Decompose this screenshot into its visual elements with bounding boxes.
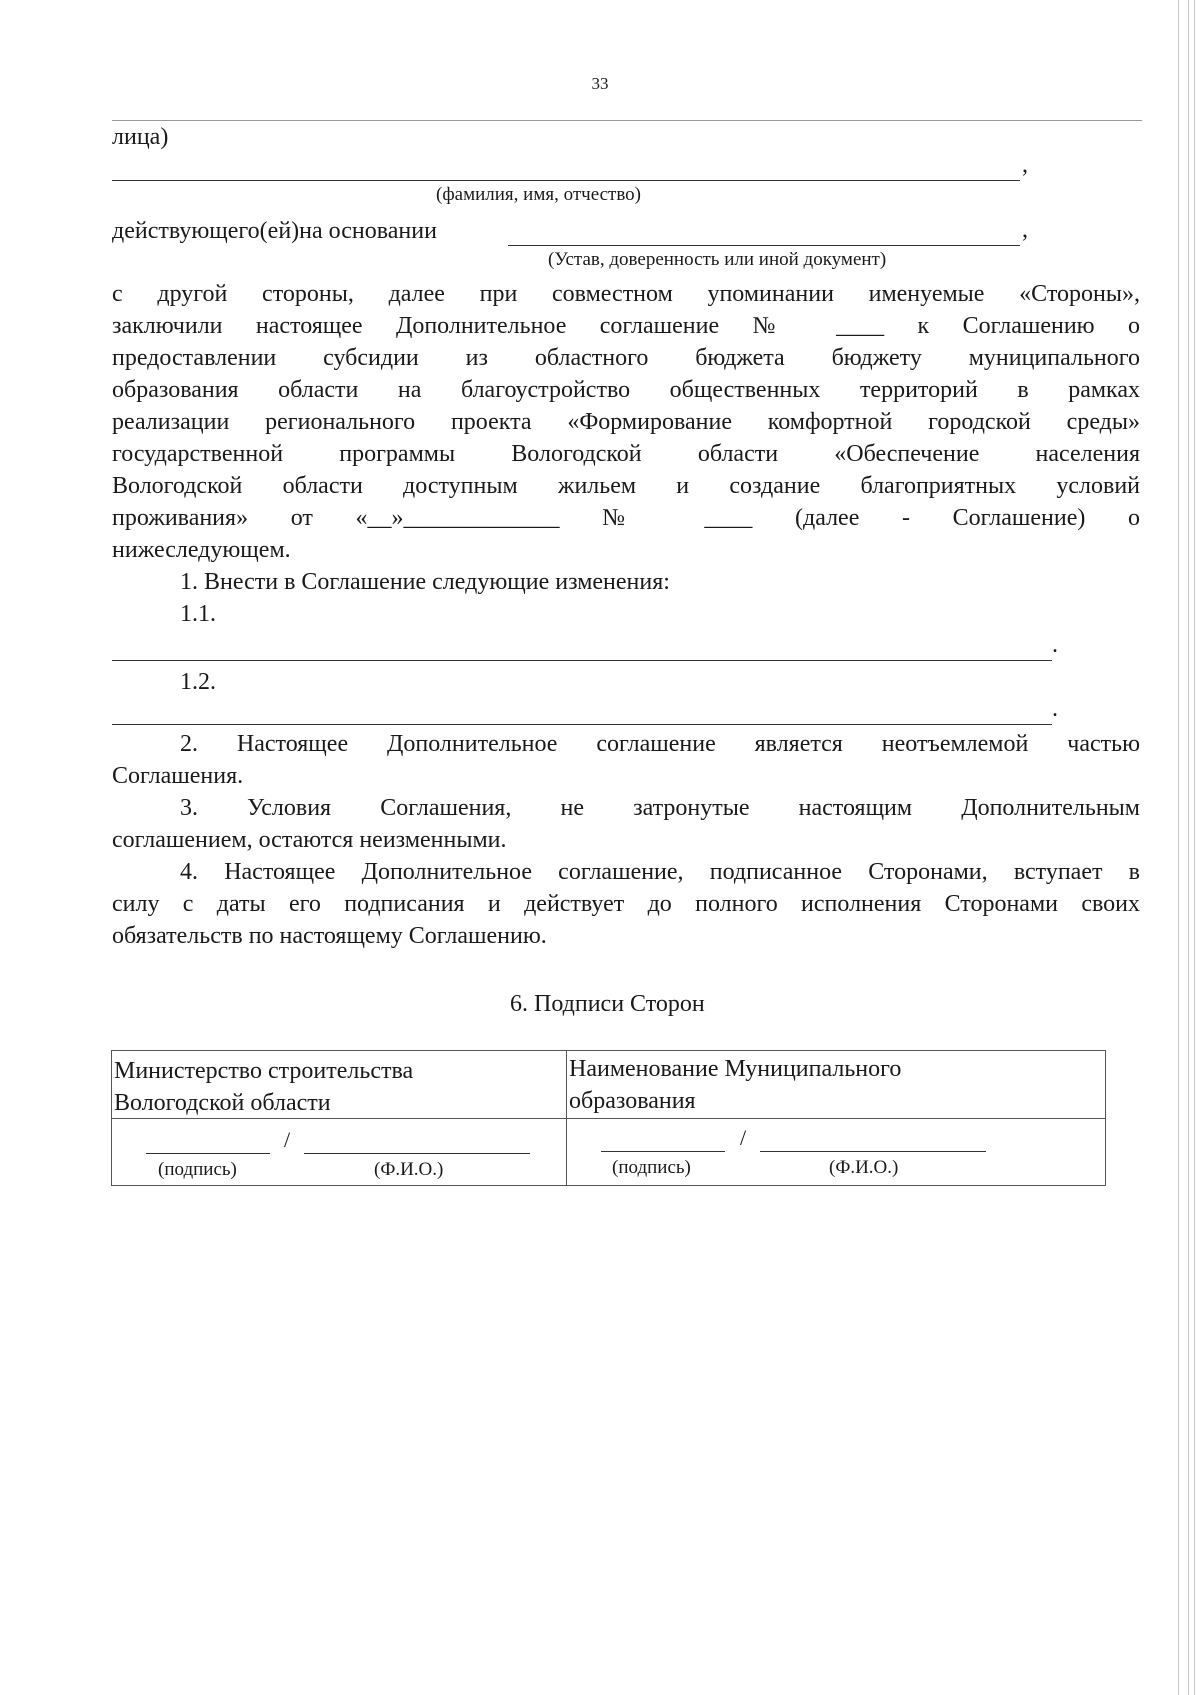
item-4-line: силу с даты его подписания и действует до полного исполнения Сторонами своих [112, 891, 1140, 917]
right-fio-caption: (Ф.И.О.) [829, 1157, 899, 1178]
paragraph-line: Вологодской области доступным жильем и создание благоприятных условий [112, 473, 1140, 499]
paragraph-line: реализации регионального проекта «Формирование комфортной городской среды» [112, 409, 1140, 435]
item-1-2-dot: . [1052, 696, 1058, 722]
basis-blank-line [508, 245, 1020, 246]
name-caption: (фамилия, имя, отчество) [436, 184, 642, 205]
basis-line-comma: , [1022, 217, 1028, 243]
item-1-2-blank-line [112, 724, 1052, 725]
scan-edge-line [1188, 0, 1189, 1695]
paragraph-last-line: нижеследующем. [112, 537, 291, 563]
name-blank-line [112, 180, 1020, 181]
item-2-line: 2. Настоящее Дополнительное соглашение является неотъемлемой частью [180, 731, 1140, 757]
right-fio-line [760, 1151, 986, 1152]
item-4-line-end: обязательств по настоящему Соглашению. [112, 923, 547, 949]
right-slash: / [740, 1125, 747, 1150]
left-fio-caption: (Ф.И.О.) [374, 1159, 444, 1180]
right-signature-caption: (подпись) [612, 1157, 691, 1178]
basis-label: действующего(ей)на основании [112, 218, 437, 244]
header-rule [112, 120, 1142, 121]
right-party-name [569, 1053, 901, 1117]
item-1-1-blank-line [112, 660, 1052, 661]
paragraph-line: с другой стороны, далее при совместном упоминании именуемые «Стороны», [112, 281, 1140, 307]
left-signature-caption: (подпись) [158, 1159, 237, 1180]
signatures-table [111, 1050, 1106, 1186]
item-1-2: 1.2. [180, 669, 216, 695]
left-party-name-line: Вологодской области [114, 1090, 331, 1116]
scan-edge-line [1178, 0, 1179, 1695]
item-1-1: 1.1. [180, 601, 216, 627]
left-slash: / [284, 1127, 291, 1152]
paragraph-line: заключили настоящее Дополнительное соглашение № ____ к Соглашению о [112, 313, 1140, 339]
left-party-name [114, 1055, 413, 1119]
paragraph-line: проживания» от «__»_____________ № ____ (далее - Соглашение) о [112, 505, 1140, 531]
item-1-1-dot: . [1052, 632, 1058, 658]
top-fragment: лица) [112, 124, 169, 150]
item-1: 1. Внести в Соглашение следующие изменения: [180, 569, 670, 595]
right-party-name-line: образования [569, 1088, 696, 1114]
paragraph-line: образования области на благоустройство общественных территорий в рамках [112, 377, 1140, 403]
right-party-name-line: Наименование Муниципального [569, 1056, 902, 1082]
page-number: 33 [591, 74, 609, 93]
paragraph-line: государственной программы Вологодской области «Обеспечение населения [112, 441, 1140, 467]
left-signature-line [146, 1153, 270, 1154]
scan-edge-line [1194, 0, 1195, 1695]
item-3-line: 3. Условия Соглашения, не затронутые настоящим Дополнительным [180, 795, 1140, 821]
basis-caption: (Устав, доверенность или иной документ) [548, 249, 887, 270]
left-party-name-line: Министерство строительства [114, 1058, 414, 1084]
signatures-heading: 6. Подписи Сторон [510, 991, 705, 1017]
item-4-line: 4. Настоящее Дополнительное соглашение, подписанное Сторонами, вступает в [180, 859, 1140, 885]
paragraph-line: предоставлении субсидии из областного бюджета бюджету муниципального [112, 345, 1140, 371]
item-2-line-end: Соглашения. [112, 763, 244, 789]
right-signature-line [601, 1151, 725, 1152]
left-fio-line [304, 1153, 530, 1154]
item-3-line-end: соглашением, остаются неизменными. [112, 827, 507, 853]
name-line-comma: , [1022, 152, 1028, 178]
